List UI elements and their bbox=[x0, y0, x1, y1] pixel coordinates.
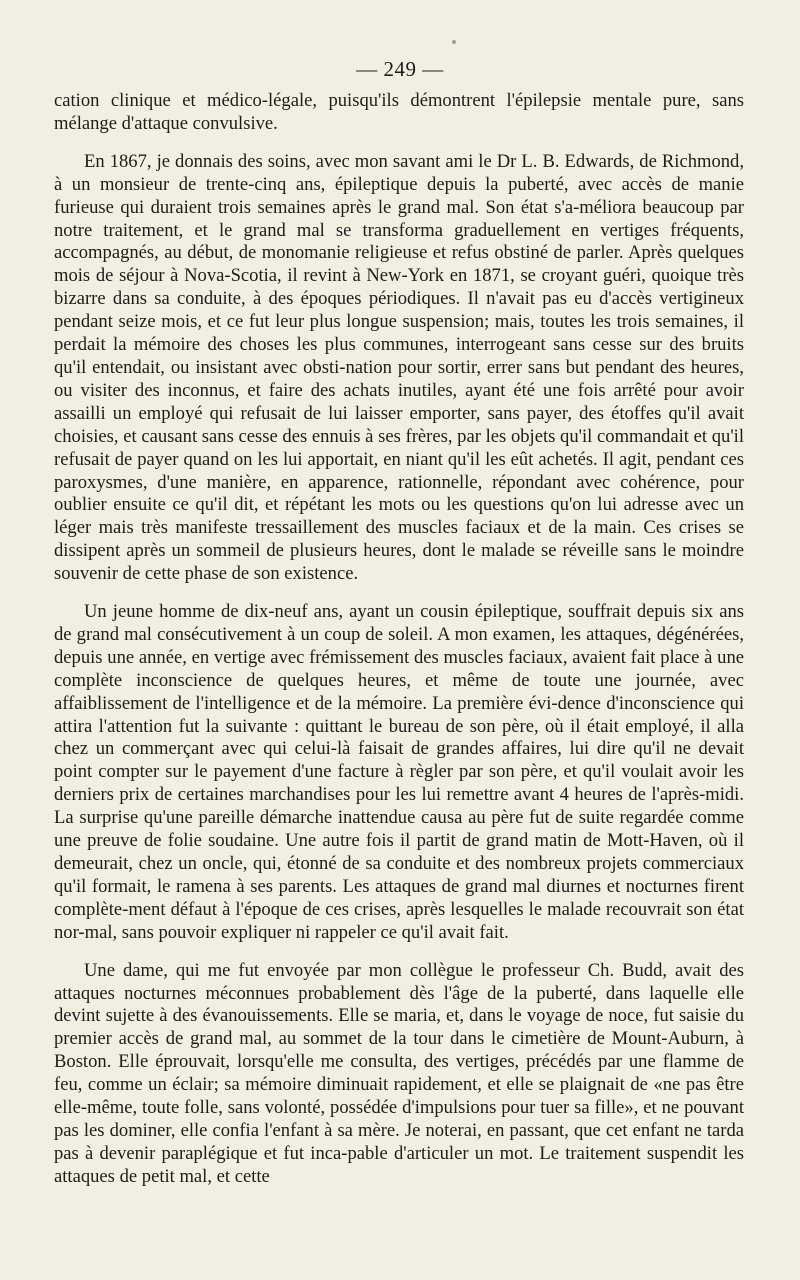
paragraph-continuation: cation clinique et médico-légale, puisqu'ils démontrent l'épilepsie mentale pure, sans mélange d'attaque convulsive. bbox=[54, 90, 744, 134]
paragraph-case-lady: Une dame, qui me fut envoyée par mon collègue le professeur Ch. Budd, avait des attaques nocturnes méconnues probablement dès l'âge de la puberté, dans laquelle elle devint sujette à des évanouissements. Elle se maria, et, dans le voyage de noce, fut saisie du premier accès de grand mal, au sommet de la tour dans le cimetière de Mount-Auburn, à Boston. Elle éprouvait, lorsqu'elle me consulta, des vertiges, précédés par une flamme de feu, comme un éclair; sa mémoire diminuait rapidement, et elle se plaignait de «ne pas être elle-même, toute folle, sans volonté, possédée d'impulsions pour tuer sa fille», et ne pouvant pas les dominer, elle confia l'enfant à sa mère. Je noterai, en passant, que cet enfant ne tarda pas à devenir paraplégique et fut inca-pable d'articuler un mot. Le traitement suspendit les attaques de petit mal, et cette bbox=[54, 959, 744, 1187]
paragraph-case-young-man: Un jeune homme de dix-neuf ans, ayant un cousin épileptique, souffrait depuis six ans de grand mal consécutivement à un coup de soleil. A mon examen, les attaques, dégénérées, depuis une année, en vertige avec frémissement des muscles faciaux, avaient fait place à une complète inconscience de quelques heures, et même de toute une journée, avec affaiblissement de l'intelligence et de la mémoire. La première évi-dence d'inconscience qui attira l'attention fut la suivante : quittant le bureau de son père, où il était employé, il alla chez un commerçant avec qui celui-là faisait de grandes affaires, lui dire qu'il ne devait point compter sur le payement d'une facture à règler par son père, et qu'il voulait avoir les derniers prix de certaines marchandises pour les lui remettre avant 4 heures de l'après-midi. La surprise qu'une pareille démarche inattendue causa au père fut de suite regardée comme une preuve de folie soudaine. Une autre fois il partit de grand matin de Mott-Haven, où il demeurait, chez un oncle, qui, étonné de sa conduite et des nombreux projets commerciaux qu'il formait, le ramena à ses parents. Les attaques de grand mal diurnes et nocturnes firent complète-ment défaut à l'époque de ces crises, après lesquelles le malade recouvrait son état nor-mal, sans pouvoir expliquer ni rappeler ce qu'il avait fait. bbox=[54, 601, 744, 943]
ink-speck bbox=[452, 40, 456, 44]
page-text-body bbox=[54, 90, 744, 1189]
paragraph-case-richmond: En 1867, je donnais des soins, avec mon savant ami le Dr L. B. Edwards, de Richmond, à un monsieur de trente-cinq ans, épileptique depuis la puberté, avec accès de manie furieuse qui duraient trois semaines après le grand mal. Son état s'a-méliora beaucoup par notre traitement, et le grand mal se transforma graduellement en vertiges fréquents, accompagnés, au début, de monomanie religieuse et refus obstiné de parler. Après quelques mois de séjour à Nova-Scotia, il revint à New-York en 1871, se croyant guéri, quoique très bizarre dans sa conduite, à des époques périodiques. Il n'avait pas eu d'accès vertigineux pendant seize mois, et ce fut leur plus longue suspension; mais, toutes les trois semaines, il perdait la mémoire des choses les plus communes, interrogeant sans cesse sur des bruits qu'il entendait, ou insistant avec obsti-nation pour sortir, errer sans but pendant des heures, ou visiter des inconnus, et faire des achats inutiles, ayant été une fois arrêté pour avoir assailli un employé qui refusait de lui laisser emporter, sans payer, des étoffes qu'il avait choisies, et causant sans cesse des ennuis à ses frères, par les objets qu'il commandait et qu'il refusait de payer quand on les lui apportait, en niant qu'il les eût achetés. Il agit, pendant ces paroxysmes, d'une manière, en apparence, rationnelle, répondant avec cohérence, pour oublier ensuite ce qu'il dit, et répétant les mots ou les questions qu'on lui adresse avec un léger mais très manifeste tressaillement des muscles faciaux et de la main. Ces crises se dissipent après un sommeil de plusieurs heures, dont le malade se réveille sans le moindre souvenir de cette phase de son existence. bbox=[54, 150, 744, 585]
page-number: — 249 — bbox=[356, 57, 444, 81]
